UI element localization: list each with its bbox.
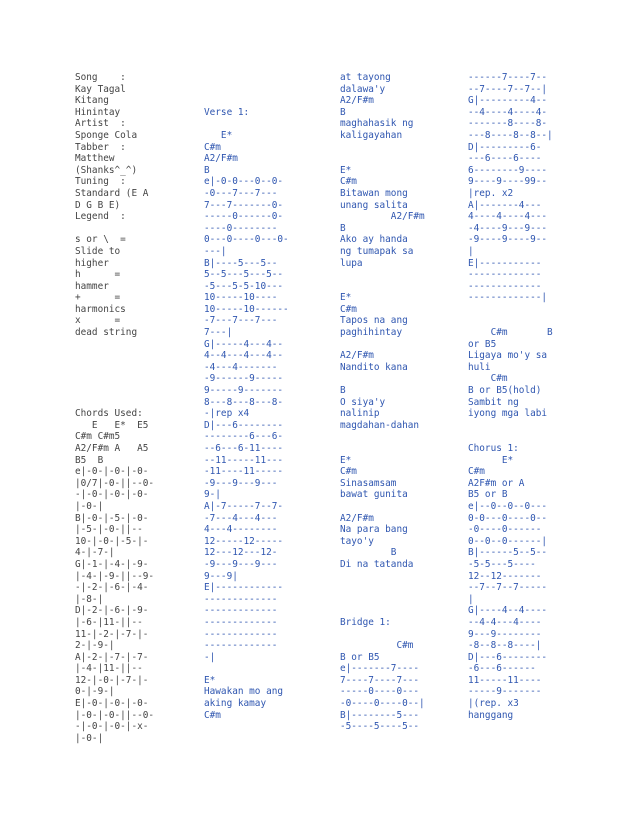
text-line: G|----4--4---- [468,605,548,617]
text-line: paghihintay [340,327,403,339]
text-line: harmonics [75,303,126,315]
text-line: | [468,593,474,605]
text-line: A2/F#m [340,350,374,362]
text-line: 8---8---8---8- [204,396,284,408]
text-line: 9---9-------- [468,628,542,640]
text-line: Chorus 1: [468,443,519,454]
text-line: -| [204,651,216,663]
text-line [75,223,195,235]
text-line: --7--7--7----- [468,582,548,594]
text-line: -------8----8- [468,118,548,130]
text-line: Kay Tagal [75,83,126,95]
text-line: tayo'y [340,535,374,547]
text-line: Song : [75,72,126,83]
text-line: -9---9---9--- [204,558,278,570]
text-line: 7---| [204,327,233,339]
text-line: B|------5--5-- [468,547,548,559]
text-line: 9---9| [204,570,238,582]
text-line: ng tumapak sa [340,245,414,257]
text-line [75,350,195,362]
text-line [340,629,452,641]
text-line: maghahasik ng [340,118,414,130]
text-line: -----0----0--- [340,686,420,698]
text-line: C#m [340,303,357,315]
text-line [340,501,452,513]
text-line: E* [340,292,352,304]
text-line: --7----7--7--| [468,83,548,95]
verse-tab-column [204,72,324,721]
text-line: huli [468,361,491,373]
text-line: E* [204,129,233,141]
text-line: 4---4-------- [204,524,278,536]
text-line: | [468,245,474,257]
text-line: --4----4----4- [468,106,548,118]
text-line [340,582,452,594]
chorus-tab-column [468,72,588,721]
text-line: e|-0-0---0--0- [204,176,284,188]
text-line: Sinasamsam [340,477,397,489]
text-line: -9------9----- [204,373,284,385]
text-line [340,594,452,606]
text-line: 6--------9---- [468,164,548,176]
text-line: --11-----11--- [204,454,284,466]
text-line: B [340,106,346,118]
text-line [204,72,324,84]
text-line: dalawa'y [340,83,386,95]
text-line [204,118,324,130]
text-line: 0-|-9-| [75,686,115,698]
text-line: -|rep x4 [204,408,250,420]
text-line: C#m [340,640,414,652]
text-line: C#m [468,466,485,478]
text-line: |-8-| [75,593,104,605]
text-line: Standard (E A [75,187,149,199]
text-line: Tabber : [75,141,126,153]
text-line: Ligaya mo'y sa [468,350,548,362]
text-line: magdahan-dahan [340,419,420,431]
text-line: ------------- [468,280,542,292]
text-line: E|----------- [468,257,542,269]
text-line: 4----4----4--- [468,211,548,223]
text-line: -0----0----0--| [340,698,425,710]
text-line: Na para bang [340,524,408,536]
text-line: E E* E5 [75,419,149,431]
text-line: 9-----9------- [204,385,284,397]
text-line: -|-0-|-0-|-0- [75,489,149,501]
text-line: ------------- [204,640,278,652]
text-line: 0--0--0------| [468,535,548,547]
text-line: D|---6-------- [204,419,284,431]
text-line: Chords Used: [75,408,143,420]
text-line: 12--12------- [468,570,542,582]
text-line: A2/F#m A A5 [75,443,149,454]
text-line: D|---6-------- [468,651,548,663]
text-line: O siya'y [340,396,386,408]
text-line: C#m [204,709,221,721]
text-line: e|-------7---- [340,663,420,675]
text-line: |(rep. x3 [468,698,519,710]
text-line: |-4-|11-||-- [75,663,143,675]
text-line: -9---9---9--- [204,477,278,489]
text-line [204,663,324,675]
text-line: 9----9----99-- [468,176,548,188]
text-line: h = [75,269,121,281]
text-line: 11-|-2-|-7-|- [75,628,149,640]
text-line: 10-----10------ [204,303,289,315]
text-line [468,315,588,327]
text-line: C#m [468,373,508,385]
text-line: e|--0--0--0--- [468,500,548,512]
text-line: A2/F#m [340,211,425,223]
text-line: --6---6-11---- [204,443,284,454]
text-line: ------------- [204,605,278,617]
text-line [204,84,324,96]
text-line: ---8----8--8--| [468,129,553,141]
text-line: 12-----12----- [204,535,284,547]
text-line: 7----7----7--- [340,674,420,686]
text-line: -4----9---9--- [468,222,548,234]
text-line [340,605,452,617]
text-line: Nandito kana [340,361,408,373]
text-line: D|---------6- [468,141,542,153]
text-line [204,95,324,107]
text-line: dead string [75,327,138,339]
text-line: -0---7---7--- [204,187,278,199]
text-line: -7---4---4--- [204,512,278,524]
text-line: iyong mga labi [468,408,548,420]
text-line: A|-2-|-7-|-7- [75,651,149,663]
text-line: B5 B [75,454,104,466]
text-line: x = [75,315,121,327]
text-line [75,373,195,385]
text-line: Di na tatanda [340,558,414,570]
text-line: 12---12---12- [204,547,278,559]
text-line: -6---6------ [468,663,536,675]
text-line: |-0-| [75,732,104,744]
text-line: 10-----10---- [204,292,278,304]
text-line: |-4-|-9-||--9- [75,570,155,582]
text-line: 7---7-------0- [204,199,284,211]
text-line: A2/F#m [204,153,238,165]
text-line [340,142,452,154]
text-line: B or B5 [340,651,380,663]
text-line: at tayong [340,72,391,83]
text-line [340,571,452,583]
text-line [468,420,588,432]
text-line [340,153,452,165]
text-line: hammer [75,280,109,292]
text-line: Artist : [75,118,126,130]
text-line: A2/F#m [340,95,374,107]
text-line: C#m [204,141,221,153]
text-line: 9-| [204,489,221,501]
text-line: ---| [204,245,227,257]
text-line: A|-7-----7--7- [204,500,284,512]
text-line: Legend : [75,211,126,223]
text-line: ------------- [468,269,542,281]
text-line [340,373,452,385]
text-line: B [340,385,346,397]
text-line [75,385,195,397]
text-line: 5--5---5---5-- [204,269,284,281]
text-line: ------------- [204,628,278,640]
text-line: E* [340,454,352,466]
text-line: -|-0-|-0-|-x- [75,721,149,733]
text-line: C#m B [468,327,553,339]
text-line: -----0------0- [204,211,284,223]
text-line: C#m [340,176,357,188]
text-line: 12-|-0-|-7-|- [75,674,149,686]
text-line: 0---0----0---0- [204,234,289,246]
text-line: D G B E) [75,199,121,211]
text-line: E* [204,674,216,686]
text-line: Sponge Cola [75,129,138,141]
text-line: -------------| [468,292,548,304]
text-line: B5 or B [468,489,508,501]
text-line: ------------- [204,593,278,605]
text-line: Ako ay handa [340,234,408,246]
text-line: e|-0-|-0-|-0- [75,466,149,478]
text-line: E|-0-|-0-|-0- [75,698,149,710]
text-line [340,443,452,455]
text-line: 4-|-7-| [75,547,115,559]
text-line [340,281,452,293]
text-line: ----0-------- [204,222,278,234]
text-line: C#m [340,466,357,478]
text-line: 4--4---4---4-- [204,350,284,362]
text-line: bawat gunita [340,489,408,501]
text-line: Tapos na ang [340,315,408,327]
text-line: -----9------- [468,686,542,698]
text-line: -5-5---5---- [468,558,536,570]
text-line: C#m C#m5 [75,431,121,443]
text-line: -8--8--8----| [468,640,542,652]
text-line: Hawakan mo ang [204,686,284,698]
text-line: Sambit ng [468,396,519,408]
song-info-column [75,72,195,744]
text-line: unang salita [340,199,408,211]
text-line: + = [75,292,121,304]
text-line: -7---7---7--- [204,315,278,327]
text-line: B or B5(hold) [468,385,542,397]
text-line: E|------------ [204,582,284,594]
lyrics-column [340,72,452,733]
text-line: 2-|-9-| [75,640,115,652]
text-line: higher [75,257,109,269]
text-line: B [204,164,210,176]
text-line: E* [340,164,352,176]
text-line [340,431,452,443]
text-line: -0----0------ [468,524,542,536]
text-line: A2F#m or A [468,477,525,489]
text-line: |-5-|-0-||-- [75,524,143,536]
text-line: ------------- [204,616,278,628]
text-line: B|----5---5-- [204,257,278,269]
text-line [75,397,195,409]
text-line: (Shanks^_^) [75,164,138,176]
text-line: aking kamay [204,698,267,710]
text-line [75,362,195,374]
text-line: D|-2-|-6-|-9- [75,605,149,617]
text-line: --4-4---4---- [468,616,542,628]
text-line [468,431,588,443]
text-line: -5---5-5-10--- [204,280,284,292]
text-line: -5----5----5-- [340,721,420,733]
text-line: B|-0-|-5-|-0- [75,512,149,524]
text-line: -9----9----9-- [468,234,548,246]
text-line: --------6---6- [204,431,284,443]
text-line: nalinip [340,408,380,420]
text-line: -11----11----- [204,466,284,478]
text-line: |-6-|11-||-- [75,616,143,628]
text-line: G|-1-|-4-|-9- [75,558,149,570]
text-line: ---6----6---- [468,153,542,165]
text-line: |-0-| [75,500,104,512]
text-line: G|---------4-- [468,95,548,107]
text-line: lupa [340,257,363,269]
text-line: |rep. x2 [468,187,514,199]
text-line: A2/F#m [340,512,374,524]
text-line [468,304,588,316]
text-line [75,339,195,351]
text-line: kaligayahan [340,129,403,141]
text-line: 11-----11---- [468,674,542,686]
text-line: -|-2-|-6-|-4- [75,582,149,594]
text-line: Kitang [75,95,109,107]
text-line: E* [468,454,514,466]
text-line: 10-|-0-|-5-|- [75,535,149,547]
text-line: or B5 [468,338,497,350]
text-line: B [340,547,397,559]
text-line: B|--------5--- [340,709,420,721]
text-line: Bitawan mong [340,187,408,199]
text-line: 0-0---0----0-- [468,512,548,524]
text-line: |-0-|-0-||--0- [75,709,155,721]
text-line: s or \ = [75,234,126,246]
text-line: Verse 1: [204,106,250,118]
text-line [340,269,452,281]
text-line: G|-----4---4-- [204,338,284,350]
text-line: Slide to [75,245,121,257]
text-line: hanggang [468,709,514,721]
text-line: |0/7|-0-||--0- [75,477,155,489]
text-line: -4---4------- [204,361,278,373]
text-line: Hinintay [75,106,121,118]
text-line [340,339,452,351]
text-line: Bridge 1: [340,616,391,628]
text-line: ------7----7-- [468,72,548,83]
text-line: Tuning : [75,176,126,188]
text-line: A|-------4--- [468,199,542,211]
text-line: B [340,222,346,234]
text-line: Matthew [75,153,115,165]
